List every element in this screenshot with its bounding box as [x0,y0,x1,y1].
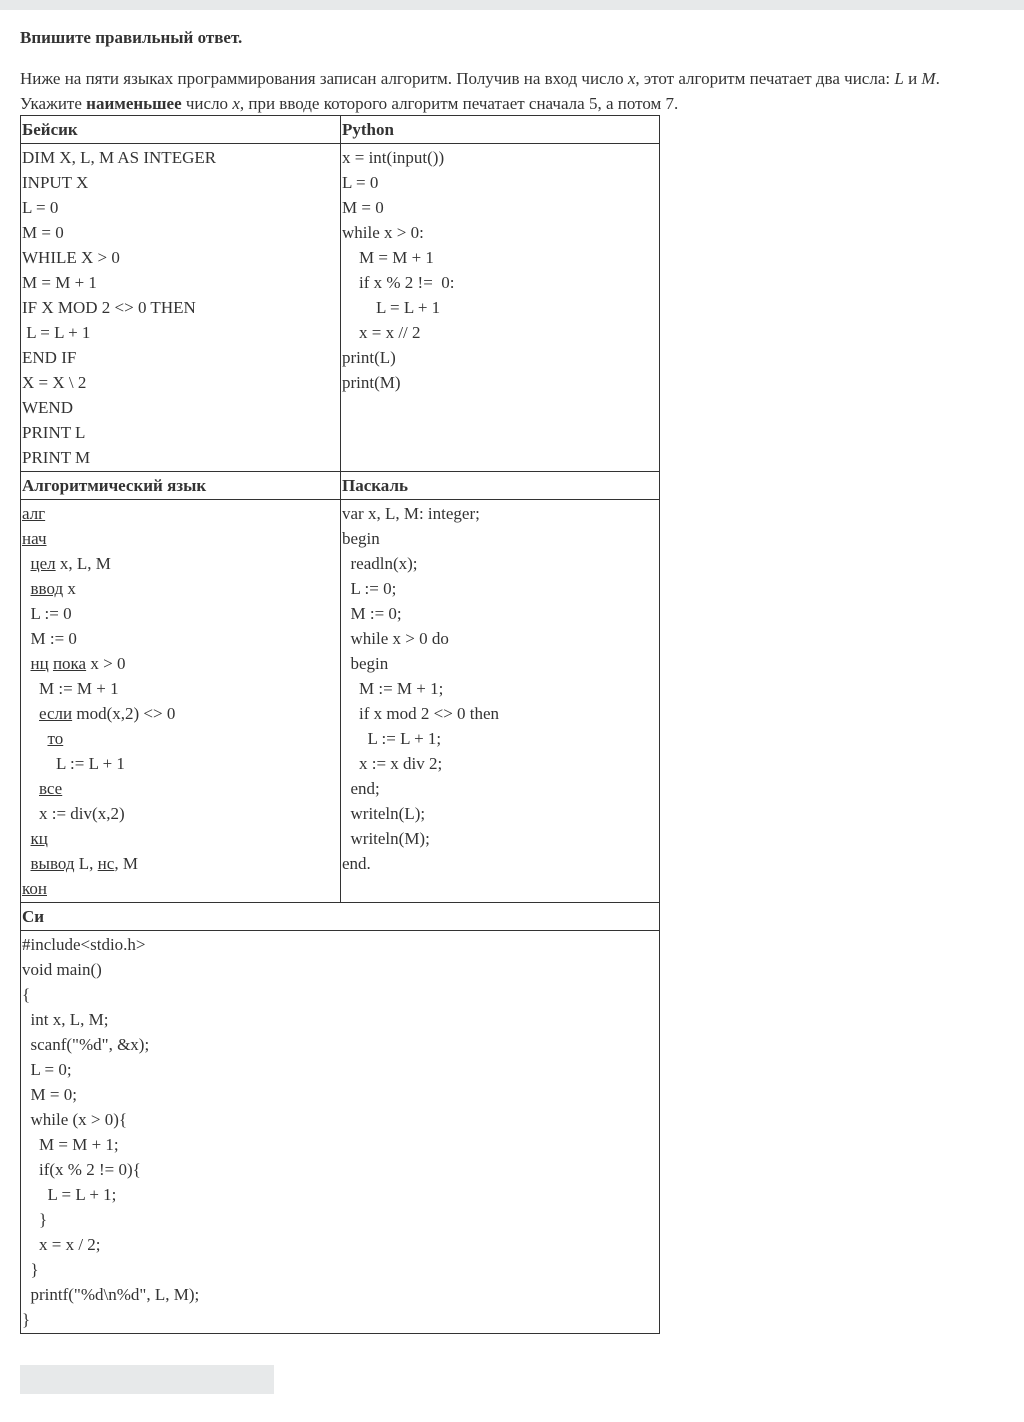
code-line: PRINT M [22,448,91,467]
code-line: цел x, L, M [30,554,111,573]
basic-code [21,144,341,471]
code-line: L := 0; [342,579,397,598]
keyword: ввод [30,579,64,598]
code-line: writeln(M); [342,829,430,848]
task-line-1: Ниже на пяти языках программирования записан алгоритм. Получив на вход число x, этот алгоритм печатает два числа: L и M. [20,69,940,88]
c-code [21,931,659,1333]
keyword: если [39,704,73,723]
answer-input-placeholder[interactable] [20,1365,274,1394]
code-line: M := 0; [342,604,402,623]
code-line: if(x % 2 != 0){ [22,1160,141,1179]
keyword: вывод [30,854,75,873]
task-text [20,66,1020,116]
code-line [22,826,340,851]
code-line: END IF [22,348,77,367]
keyword: то [47,729,64,748]
code-line: IF X MOD 2 <> 0 THEN [22,298,196,317]
code-line: void main() [22,960,102,979]
question-title: Впишите правильный ответ. [20,28,243,47]
code-line: DIM X, L, M AS INTEGER [22,148,217,167]
task-line-2: Укажите наименьшее число x, при вводе которого алгоритм печатает сначала 5, а потом 7. [20,94,679,113]
keyword: алг [22,504,46,523]
code-line: print(L) [342,348,396,367]
keyword: кон [22,879,47,898]
keyword: нач [22,529,47,548]
code-line: M = 0; [22,1085,77,1104]
code-line: begin [342,529,380,548]
code-line: x := div(x,2) [22,804,125,823]
pascal-code [341,500,659,902]
code-row-1 [21,144,659,472]
code-row-3 [21,931,659,1333]
keyword: нс [97,854,115,873]
code-line: end; [342,779,380,798]
code-line: if x mod 2 <> 0 then [342,704,500,723]
algo-header: Алгоритмический язык [21,472,341,499]
keyword: цел [30,554,56,573]
code-line: } [22,1210,48,1229]
algo-code [21,500,341,902]
code-line: INPUT X [22,173,89,192]
code-line: writeln(L); [342,804,426,823]
code-line: ввод x [30,579,76,598]
code-line: M = M + 1 [342,248,434,267]
code-line [22,876,340,901]
code-line: while x > 0 do [342,629,449,648]
code-line: while x > 0: [342,223,424,242]
code-line: L = L + 1 [22,323,91,342]
code-line: X = X \ 2 [22,373,87,392]
code-line: print(M) [342,373,401,392]
c-header: Си [22,907,45,926]
code-line: while (x > 0){ [22,1110,128,1129]
code-line: readln(x); [342,554,418,573]
code-line: begin [342,654,389,673]
code-line: end. [342,854,371,873]
code-line [22,526,340,551]
code-line: L := L + 1 [22,754,125,773]
code-line: нц пока x > 0 [30,654,126,673]
code-table [20,115,660,1334]
code-line: x = x / 2; [22,1235,101,1254]
code-line: PRINT L [22,423,86,442]
code-line: M := M + 1 [22,679,119,698]
code-line: L = 0 [22,198,59,217]
header-row-1 [21,116,659,144]
top-strip [0,0,1024,10]
code-line: } [22,1260,39,1279]
header-row-3 [21,903,659,931]
code-line: M := M + 1; [342,679,444,698]
code-line: scanf("%d", &x); [22,1035,150,1054]
code-line: M = M + 1 [22,273,97,292]
code-line: var x, L, M: integer; [342,504,480,523]
code-line: if x % 2 != 0: [342,273,455,292]
code-line [22,726,340,751]
code-line [22,501,340,526]
code-line: printf("%d\n%d", L, M); [22,1285,200,1304]
code-line: WHILE X > 0 [22,248,120,267]
code-line: x = x // 2 [342,323,421,342]
code-line: L = L + 1 [342,298,441,317]
basic-header: Бейсик [21,116,341,143]
code-line: M = 0 [342,198,384,217]
code-line: M = M + 1; [22,1135,119,1154]
pascal-header: Паскаль [342,476,408,495]
code-line: если mod(x,2) <> 0 [39,704,176,723]
code-line: #include<stdio.h> [22,935,146,954]
keyword: нц [30,654,49,673]
code-line: L = 0 [342,173,379,192]
code-line: } [22,1310,31,1329]
code-line: вывод L, нс, M [30,854,138,873]
python-header: Python [342,120,394,139]
code-line: x = int(input()) [342,148,445,167]
python-code [341,144,659,471]
keyword: кц [30,829,48,848]
code-line: M = 0 [22,223,64,242]
code-line [22,776,340,801]
code-line: { [22,985,31,1004]
code-line: x := x div 2; [342,754,443,773]
keyword: все [39,779,63,798]
code-row-2 [21,500,659,903]
code-line: L = 0; [22,1060,72,1079]
header-row-2 [21,472,659,500]
code-line: M := 0 [22,629,77,648]
code-line: L := 0 [22,604,72,623]
keyword: пока [52,654,87,673]
code-line: int x, L, M; [22,1010,109,1029]
code-line: L := L + 1; [342,729,442,748]
code-line: WEND [22,398,73,417]
code-line: L = L + 1; [22,1185,117,1204]
